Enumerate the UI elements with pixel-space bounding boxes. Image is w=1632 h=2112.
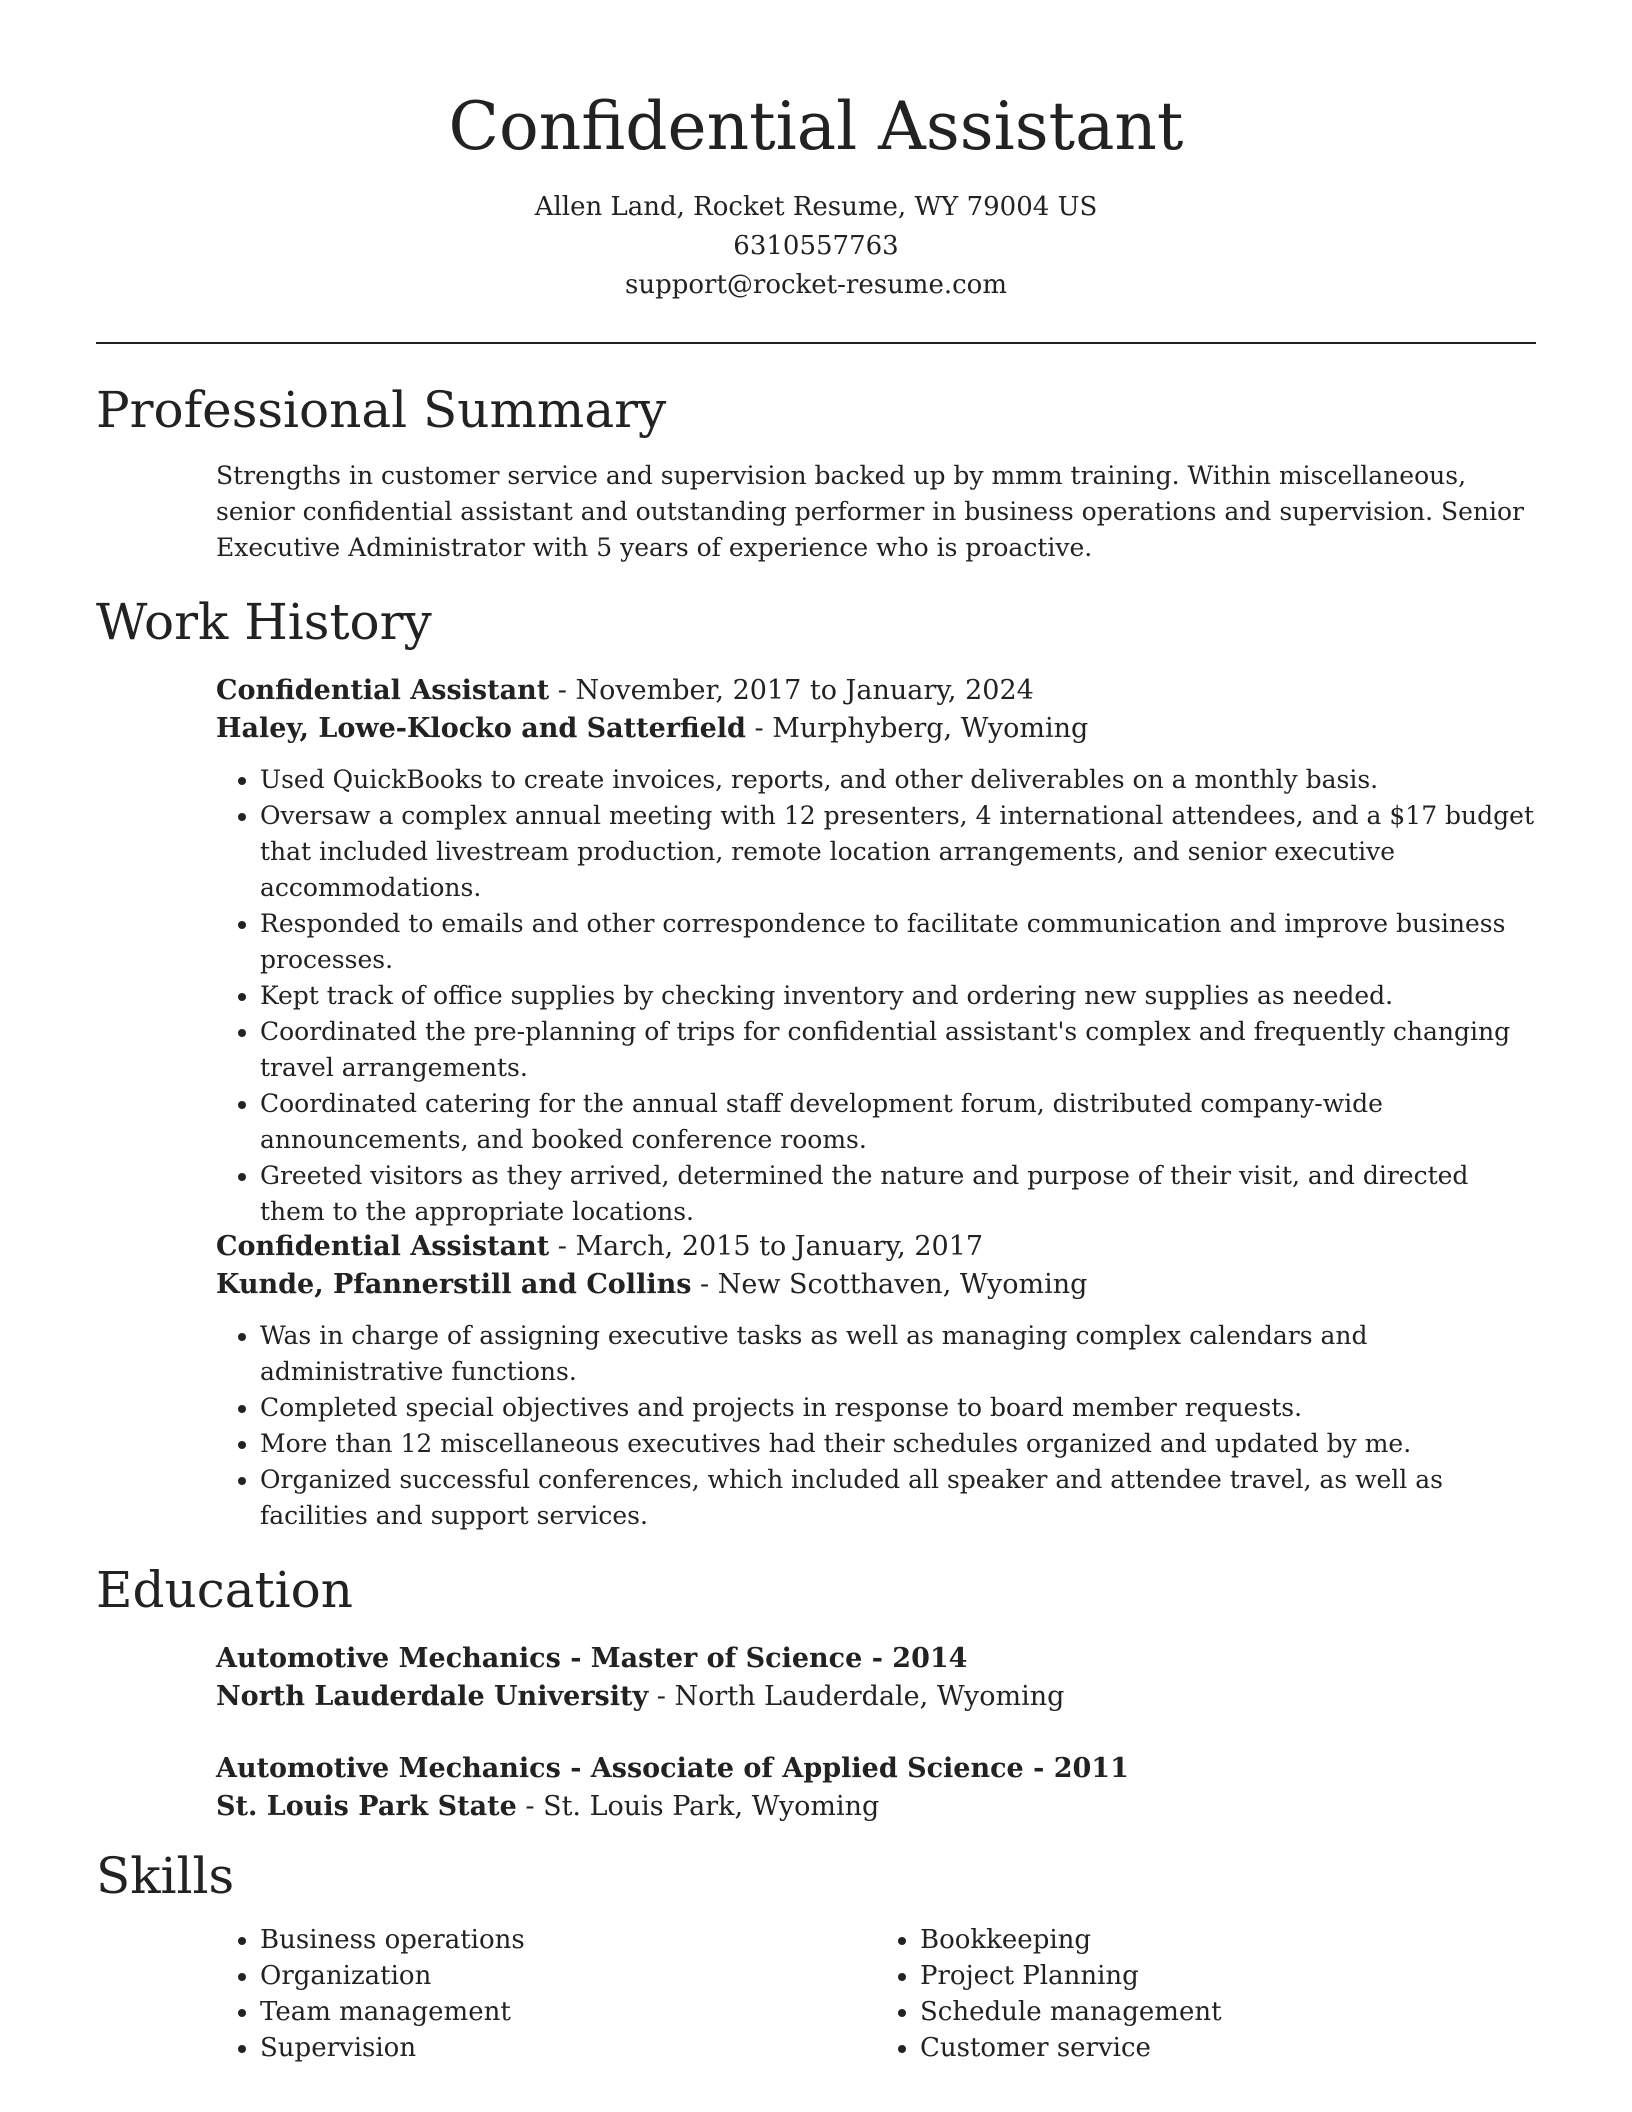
job-company-line bbox=[216, 710, 1536, 748]
education-degree: Automotive Mechanics - Master of Science - 2014 bbox=[216, 1643, 968, 1674]
list-item: • Schedule management bbox=[920, 1994, 1536, 2030]
job-location: - Murphyberg, Wyoming bbox=[745, 713, 1089, 744]
summary-text: Strengths in customer service and supervision backed up by mmm training. Within miscellaneous, senior confidential assistant and outstanding performer in business operations and supervision. Senior Executive Administrator with 5 years of experience who is proactive. bbox=[216, 461, 1525, 562]
list-item: • Coordinated catering for the annual staff development forum, distributed company-wide announcements, and booked conference rooms. bbox=[260, 1086, 1536, 1158]
list-item: • Greeted visitors as they arrived, determined the nature and purpose of their visit, and directed them to the appropriate locations. bbox=[260, 1158, 1536, 1230]
contact-phone: 6310557763 bbox=[733, 231, 899, 261]
job-company-line bbox=[216, 1266, 1536, 1304]
list-item: • Oversaw a complex annual meeting with 12 presenters, 4 international attendees, and a $17 budget that included livestream production, remote location arrangements, and senior executive accommodations. bbox=[260, 798, 1536, 906]
section-title-summary: Professional Summary bbox=[96, 381, 667, 439]
job-role: Confidential Assistant bbox=[216, 675, 550, 706]
contact-email: support@rocket-resume.com bbox=[624, 270, 1007, 300]
education-location: - St. Louis Park, Wyoming bbox=[516, 1791, 880, 1822]
skills-list-left bbox=[216, 1922, 876, 2066]
education-degree: Automotive Mechanics - Associate of Applied Science - 2011 bbox=[216, 1753, 1129, 1784]
section-title-work-history: Work History bbox=[96, 593, 432, 651]
education-school-line bbox=[216, 1788, 1536, 1826]
list-item: • Business operations bbox=[260, 1922, 876, 1958]
skills-list-right bbox=[876, 1922, 1536, 2066]
list-item: • Organized successful conferences, which included all speaker and attendee travel, as well as facilities and support services. bbox=[260, 1462, 1536, 1534]
education-school-line bbox=[216, 1678, 1536, 1716]
resume-header bbox=[0, 0, 1632, 305]
candidate-name: Confidential Assistant bbox=[448, 88, 1184, 165]
job-company: Kunde, Pfannerstill and Collins bbox=[216, 1269, 692, 1300]
section-title-education: Education bbox=[96, 1561, 353, 1619]
job-title-line bbox=[216, 1228, 1536, 1266]
job-entry bbox=[216, 1228, 1536, 1534]
list-item: • Supervision bbox=[260, 2030, 876, 2066]
education-degree-line bbox=[216, 1750, 1536, 1788]
section-title-skills: Skills bbox=[96, 1847, 235, 1905]
job-title-line bbox=[216, 672, 1536, 710]
skills-block bbox=[216, 1922, 1536, 2066]
education-school: St. Louis Park State bbox=[216, 1791, 517, 1822]
job-dates: - March, 2015 to January, 2017 bbox=[549, 1231, 984, 1262]
list-item: • More than 12 miscellaneous executives had their schedules organized and updated by me. bbox=[260, 1426, 1536, 1462]
job-bullets bbox=[216, 1318, 1536, 1534]
list-item: • Coordinated the pre-planning of trips for confidential assistant's complex and frequently changing travel arrangements. bbox=[260, 1014, 1536, 1086]
job-company: Haley, Lowe-Klocko and Satterfield bbox=[216, 713, 746, 744]
job-bullets bbox=[216, 762, 1536, 1230]
education-degree-line bbox=[216, 1640, 1536, 1678]
list-item: • Project Planning bbox=[920, 1958, 1536, 1994]
list-item: • Used QuickBooks to create invoices, reports, and other deliverables on a monthly basis. bbox=[260, 762, 1536, 798]
skills-columns bbox=[216, 1922, 1536, 2066]
job-location: - New Scotthaven, Wyoming bbox=[691, 1269, 1088, 1300]
list-item: • Responded to emails and other correspondence to facilitate communication and improve business processes. bbox=[260, 906, 1536, 978]
list-item: • Kept track of office supplies by checking inventory and ordering new supplies as needed. bbox=[260, 978, 1536, 1014]
list-item: • Customer service bbox=[920, 2030, 1536, 2066]
list-item: • Bookkeeping bbox=[920, 1922, 1536, 1958]
education-location: - North Lauderdale, Wyoming bbox=[648, 1681, 1065, 1712]
list-item: • Was in charge of assigning executive tasks as well as managing complex calendars and administrative functions. bbox=[260, 1318, 1536, 1390]
summary-block bbox=[216, 458, 1536, 566]
list-item: • Organization bbox=[260, 1958, 876, 1994]
contact-address: Allen Land, Rocket Resume, WY 79004 US bbox=[534, 192, 1098, 222]
education-entry bbox=[216, 1750, 1536, 1826]
education-school: North Lauderdale University bbox=[216, 1681, 649, 1712]
header-divider bbox=[96, 342, 1536, 344]
job-role: Confidential Assistant bbox=[216, 1231, 550, 1262]
education-entry bbox=[216, 1640, 1536, 1716]
job-dates: - November, 2017 to January, 2024 bbox=[549, 675, 1034, 706]
contact-info bbox=[0, 188, 1632, 305]
job-entry bbox=[216, 672, 1536, 1230]
list-item: • Team management bbox=[260, 1994, 876, 2030]
list-item: • Completed special objectives and projects in response to board member requests. bbox=[260, 1390, 1536, 1426]
